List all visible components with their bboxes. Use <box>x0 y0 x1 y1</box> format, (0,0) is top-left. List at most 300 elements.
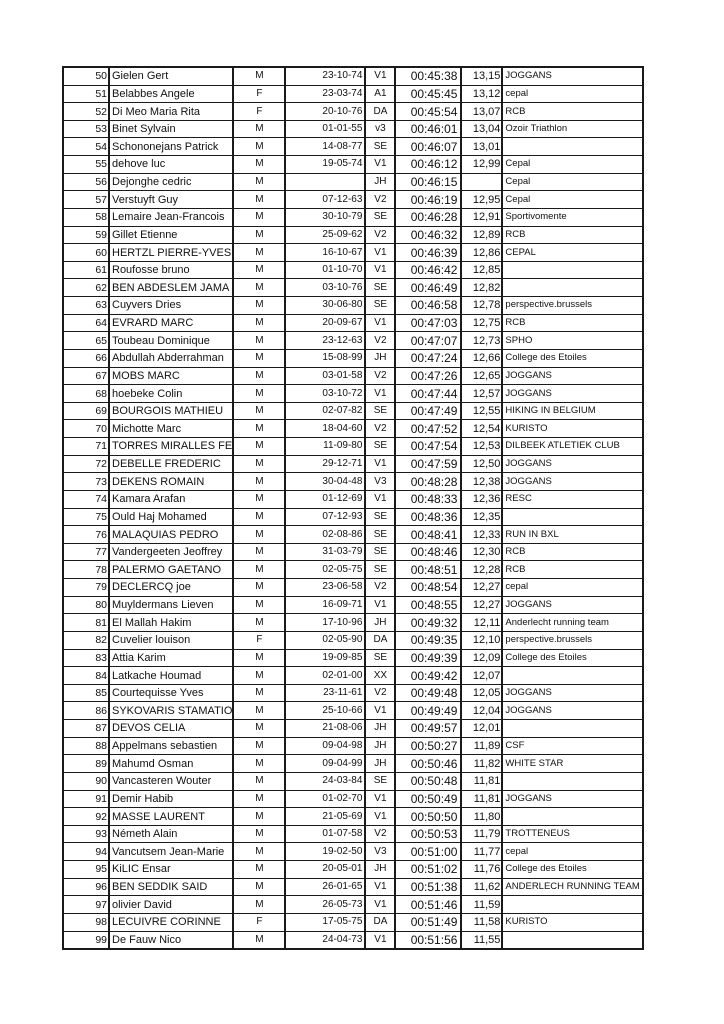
birthdate-cell: 24-04-73 <box>285 931 365 949</box>
birthdate-cell: 02-08-86 <box>285 526 365 544</box>
rank-cell: 63 <box>63 297 109 315</box>
speed-cell: 12,57 <box>461 385 502 403</box>
sex-cell: F <box>233 85 285 103</box>
speed-cell: 11,76 <box>461 861 502 879</box>
speed-cell: 12,28 <box>461 561 502 579</box>
speed-cell: 12,05 <box>461 684 502 702</box>
name-cell: Roufosse bruno <box>109 261 233 279</box>
club-cell: KURISTO <box>502 913 643 931</box>
speed-cell: 12,73 <box>461 332 502 350</box>
rank-cell: 90 <box>63 772 109 790</box>
rank-cell: 51 <box>63 85 109 103</box>
sex-cell: M <box>233 526 285 544</box>
rank-cell: 75 <box>63 508 109 526</box>
club-cell: Sportivomente <box>502 208 643 226</box>
name-cell: El Mallah Hakim <box>109 614 233 632</box>
speed-cell: 12,30 <box>461 543 502 561</box>
club-cell: Anderlecht running team <box>502 614 643 632</box>
birthdate-cell: 14-08-77 <box>285 138 365 156</box>
table-row <box>63 156 643 174</box>
birthdate-cell: 11-09-80 <box>285 438 365 456</box>
rank-cell: 82 <box>63 631 109 649</box>
sex-cell: M <box>233 473 285 491</box>
time-cell: 00:47:26 <box>395 367 461 385</box>
speed-cell: 11,81 <box>461 772 502 790</box>
name-cell: Courtequisse Yves <box>109 684 233 702</box>
sex-cell: M <box>233 297 285 315</box>
category-cell: V1 <box>365 67 395 85</box>
rank-cell: 70 <box>63 420 109 438</box>
name-cell: Di Meo Maria Rita <box>109 103 233 121</box>
sex-cell: M <box>233 120 285 138</box>
club-cell: cepal <box>502 843 643 861</box>
name-cell: Lemaire Jean-Francois <box>109 208 233 226</box>
table-row <box>63 438 643 456</box>
time-cell: 00:49:48 <box>395 684 461 702</box>
name-cell: Ould Haj Mohamed <box>109 508 233 526</box>
time-cell: 00:51:00 <box>395 843 461 861</box>
table-row <box>63 755 643 773</box>
category-cell: SE <box>365 543 395 561</box>
club-cell: Cepal <box>502 173 643 191</box>
table-row <box>63 279 643 297</box>
time-cell: 00:50:53 <box>395 825 461 843</box>
speed-cell: 12,85 <box>461 261 502 279</box>
table-row <box>63 684 643 702</box>
club-cell: JOGGANS <box>502 473 643 491</box>
table-row <box>63 173 643 191</box>
birthdate-cell: 19-09-85 <box>285 649 365 667</box>
table-row <box>63 420 643 438</box>
rank-cell: 68 <box>63 385 109 403</box>
name-cell: PALERMO GAETANO <box>109 561 233 579</box>
birthdate-cell: 23-03-74 <box>285 85 365 103</box>
category-cell: V2 <box>365 367 395 385</box>
speed-cell: 11,89 <box>461 737 502 755</box>
category-cell: JH <box>365 614 395 632</box>
name-cell: olivier David <box>109 896 233 914</box>
speed-cell: 12,78 <box>461 297 502 315</box>
table-row <box>63 508 643 526</box>
sex-cell: M <box>233 402 285 420</box>
table-row <box>63 226 643 244</box>
time-cell: 00:51:56 <box>395 931 461 949</box>
rank-cell: 88 <box>63 737 109 755</box>
name-cell: Abdullah Abderrahman <box>109 349 233 367</box>
name-cell: SYKOVARIS STAMATIO <box>109 702 233 720</box>
rank-cell: 50 <box>63 67 109 85</box>
time-cell: 00:47:49 <box>395 402 461 420</box>
name-cell: TORRES MIRALLES FE <box>109 438 233 456</box>
speed-cell: 12,65 <box>461 367 502 385</box>
table-row <box>63 314 643 332</box>
club-cell: KURISTO <box>502 420 643 438</box>
table-row <box>63 490 643 508</box>
category-cell: SE <box>365 561 395 579</box>
category-cell: V2 <box>365 191 395 209</box>
time-cell: 00:50:48 <box>395 772 461 790</box>
category-cell: V2 <box>365 420 395 438</box>
time-cell: 00:51:49 <box>395 913 461 931</box>
club-cell: RCB <box>502 561 643 579</box>
category-cell: JH <box>365 349 395 367</box>
sex-cell: M <box>233 367 285 385</box>
rank-cell: 61 <box>63 261 109 279</box>
rank-cell: 77 <box>63 543 109 561</box>
rank-cell: 54 <box>63 138 109 156</box>
speed-cell: 12,50 <box>461 455 502 473</box>
sex-cell: M <box>233 455 285 473</box>
rank-cell: 79 <box>63 579 109 597</box>
time-cell: 00:46:15 <box>395 173 461 191</box>
time-cell: 00:49:49 <box>395 702 461 720</box>
rank-cell: 93 <box>63 825 109 843</box>
speed-cell: 12,95 <box>461 191 502 209</box>
club-cell: RUN IN BXL <box>502 526 643 544</box>
rank-cell: 71 <box>63 438 109 456</box>
name-cell: Attia Karim <box>109 649 233 667</box>
sex-cell: M <box>233 208 285 226</box>
birthdate-cell: 09-04-98 <box>285 737 365 755</box>
speed-cell: 12,10 <box>461 631 502 649</box>
name-cell: Belabbes Angele <box>109 85 233 103</box>
club-cell: ANDERLECH RUNNING TEAM <box>502 878 643 896</box>
name-cell: Cuyvers Dries <box>109 297 233 315</box>
sex-cell: M <box>233 755 285 773</box>
rank-cell: 76 <box>63 526 109 544</box>
category-cell: V1 <box>365 244 395 262</box>
speed-cell: 12,82 <box>461 279 502 297</box>
sex-cell: M <box>233 720 285 738</box>
name-cell: KiLIC Ensar <box>109 861 233 879</box>
time-cell: 00:49:35 <box>395 631 461 649</box>
time-cell: 00:46:39 <box>395 244 461 262</box>
table-row <box>63 649 643 667</box>
sex-cell: M <box>233 244 285 262</box>
category-cell: V1 <box>365 261 395 279</box>
sex-cell: M <box>233 878 285 896</box>
club-cell: JOGGANS <box>502 455 643 473</box>
category-cell: V3 <box>365 843 395 861</box>
speed-cell <box>461 173 502 191</box>
speed-cell: 13,12 <box>461 85 502 103</box>
club-cell: RCB <box>502 314 643 332</box>
sex-cell: M <box>233 332 285 350</box>
speed-cell: 12,38 <box>461 473 502 491</box>
birthdate-cell: 03-10-76 <box>285 279 365 297</box>
time-cell: 00:48:33 <box>395 490 461 508</box>
birthdate-cell: 17-05-75 <box>285 913 365 931</box>
birthdate-cell: 02-01-00 <box>285 667 365 685</box>
category-cell: DA <box>365 913 395 931</box>
category-cell: V2 <box>365 825 395 843</box>
birthdate-cell: 23-10-74 <box>285 67 365 85</box>
speed-cell: 12,01 <box>461 720 502 738</box>
time-cell: 00:47:59 <box>395 455 461 473</box>
club-cell: RCB <box>502 103 643 121</box>
table-row <box>63 861 643 879</box>
category-cell: JH <box>365 720 395 738</box>
birthdate-cell: 26-01-65 <box>285 878 365 896</box>
speed-cell: 11,62 <box>461 878 502 896</box>
category-cell: SE <box>365 297 395 315</box>
table-row <box>63 913 643 931</box>
rank-cell: 91 <box>63 790 109 808</box>
rank-cell: 74 <box>63 490 109 508</box>
table-row <box>63 402 643 420</box>
table-row <box>63 385 643 403</box>
category-cell: SE <box>365 208 395 226</box>
sex-cell: M <box>233 156 285 174</box>
rank-cell: 52 <box>63 103 109 121</box>
table-row <box>63 808 643 826</box>
rank-cell: 56 <box>63 173 109 191</box>
table-row <box>63 878 643 896</box>
birthdate-cell: 15-08-99 <box>285 349 365 367</box>
rank-cell: 57 <box>63 191 109 209</box>
speed-cell: 12,33 <box>461 526 502 544</box>
table-row <box>63 332 643 350</box>
name-cell: Demir Habib <box>109 790 233 808</box>
club-cell: Cepal <box>502 156 643 174</box>
speed-cell: 12,99 <box>461 156 502 174</box>
time-cell: 00:50:50 <box>395 808 461 826</box>
sex-cell: M <box>233 790 285 808</box>
time-cell: 00:47:44 <box>395 385 461 403</box>
name-cell: MALAQUIAS PEDRO <box>109 526 233 544</box>
table-row <box>63 667 643 685</box>
table-row <box>63 208 643 226</box>
sex-cell: M <box>233 843 285 861</box>
club-cell <box>502 720 643 738</box>
rank-cell: 97 <box>63 896 109 914</box>
speed-cell: 13,01 <box>461 138 502 156</box>
time-cell: 00:46:58 <box>395 297 461 315</box>
club-cell: RESC <box>502 490 643 508</box>
table-row <box>63 702 643 720</box>
name-cell: Kamara Arafan <box>109 490 233 508</box>
birthdate-cell: 24-03-84 <box>285 772 365 790</box>
category-cell: V2 <box>365 332 395 350</box>
club-cell <box>502 508 643 526</box>
club-cell <box>502 261 643 279</box>
speed-cell: 12,54 <box>461 420 502 438</box>
category-cell: V1 <box>365 931 395 949</box>
club-cell <box>502 667 643 685</box>
club-cell <box>502 279 643 297</box>
club-cell <box>502 896 643 914</box>
name-cell: Gielen Gert <box>109 67 233 85</box>
rank-cell: 94 <box>63 843 109 861</box>
sex-cell: M <box>233 261 285 279</box>
table-row <box>63 720 643 738</box>
speed-cell: 12,75 <box>461 314 502 332</box>
name-cell: Latkache Houmad <box>109 667 233 685</box>
speed-cell: 11,82 <box>461 755 502 773</box>
birthdate-cell: 26-05-73 <box>285 896 365 914</box>
name-cell: Verstuyft Guy <box>109 191 233 209</box>
name-cell: LECUIVRE CORINNE <box>109 913 233 931</box>
table-row <box>63 349 643 367</box>
category-cell: V1 <box>365 385 395 403</box>
table-row <box>63 843 643 861</box>
name-cell: Binet Sylvain <box>109 120 233 138</box>
category-cell: SE <box>365 402 395 420</box>
rank-cell: 92 <box>63 808 109 826</box>
club-cell: perspective.brussels <box>502 631 643 649</box>
time-cell: 00:50:46 <box>395 755 461 773</box>
category-cell: SE <box>365 438 395 456</box>
time-cell: 00:46:42 <box>395 261 461 279</box>
sex-cell: M <box>233 490 285 508</box>
rank-cell: 73 <box>63 473 109 491</box>
table-row <box>63 790 643 808</box>
club-cell: JOGGANS <box>502 67 643 85</box>
category-cell: XX <box>365 667 395 685</box>
rank-cell: 86 <box>63 702 109 720</box>
sex-cell: M <box>233 191 285 209</box>
birthdate-cell <box>285 173 365 191</box>
club-cell: JOGGANS <box>502 790 643 808</box>
category-cell: DA <box>365 103 395 121</box>
table-row <box>63 579 643 597</box>
rank-cell: 55 <box>63 156 109 174</box>
birthdate-cell: 02-07-82 <box>285 402 365 420</box>
birthdate-cell: 02-05-75 <box>285 561 365 579</box>
name-cell: MOBS MARC <box>109 367 233 385</box>
birthdate-cell: 25-09-62 <box>285 226 365 244</box>
sex-cell: M <box>233 596 285 614</box>
speed-cell: 12,07 <box>461 667 502 685</box>
table-row <box>63 455 643 473</box>
name-cell: DEBELLE FREDERIC <box>109 455 233 473</box>
club-cell: CEPAL <box>502 244 643 262</box>
table-row <box>63 896 643 914</box>
speed-cell: 13,04 <box>461 120 502 138</box>
sex-cell: M <box>233 772 285 790</box>
speed-cell: 11,58 <box>461 913 502 931</box>
table-row <box>63 631 643 649</box>
category-cell: V1 <box>365 490 395 508</box>
category-cell: JH <box>365 173 395 191</box>
name-cell: Muyldermans Lieven <box>109 596 233 614</box>
table-row <box>63 772 643 790</box>
sex-cell: M <box>233 420 285 438</box>
time-cell: 00:46:32 <box>395 226 461 244</box>
birthdate-cell: 21-08-06 <box>285 720 365 738</box>
birthdate-cell: 29-12-71 <box>285 455 365 473</box>
club-cell: Cepal <box>502 191 643 209</box>
birthdate-cell: 07-12-93 <box>285 508 365 526</box>
sex-cell: M <box>233 138 285 156</box>
sex-cell: M <box>233 508 285 526</box>
table-row <box>63 103 643 121</box>
name-cell: Vancutsem Jean-Marie <box>109 843 233 861</box>
rank-cell: 80 <box>63 596 109 614</box>
category-cell: SE <box>365 772 395 790</box>
time-cell: 00:50:49 <box>395 790 461 808</box>
birthdate-cell: 01-07-58 <box>285 825 365 843</box>
sex-cell: M <box>233 667 285 685</box>
table-row <box>63 191 643 209</box>
category-cell: JH <box>365 755 395 773</box>
birthdate-cell: 20-10-76 <box>285 103 365 121</box>
birthdate-cell: 03-01-58 <box>285 367 365 385</box>
club-cell: perspective.brussels <box>502 297 643 315</box>
club-cell <box>502 138 643 156</box>
rank-cell: 83 <box>63 649 109 667</box>
rank-cell: 87 <box>63 720 109 738</box>
name-cell: Dejonghe cedric <box>109 173 233 191</box>
rank-cell: 85 <box>63 684 109 702</box>
speed-cell: 11,81 <box>461 790 502 808</box>
club-cell: RCB <box>502 226 643 244</box>
category-cell: SE <box>365 279 395 297</box>
time-cell: 00:45:45 <box>395 85 461 103</box>
sex-cell: M <box>233 579 285 597</box>
sex-cell: M <box>233 438 285 456</box>
speed-cell: 12,11 <box>461 614 502 632</box>
name-cell: DEVOS CELIA <box>109 720 233 738</box>
speed-cell: 12,89 <box>461 226 502 244</box>
table-row <box>63 244 643 262</box>
table-row <box>63 737 643 755</box>
sex-cell: M <box>233 543 285 561</box>
club-cell: DILBEEK ATLETIEK CLUB <box>502 438 643 456</box>
sex-cell: M <box>233 561 285 579</box>
rank-cell: 98 <box>63 913 109 931</box>
time-cell: 00:45:38 <box>395 67 461 85</box>
name-cell: Mahumd Osman <box>109 755 233 773</box>
speed-cell: 11,79 <box>461 825 502 843</box>
club-cell: RCB <box>502 543 643 561</box>
sex-cell: M <box>233 825 285 843</box>
category-cell: V1 <box>365 790 395 808</box>
name-cell: dehove luc <box>109 156 233 174</box>
category-cell: SE <box>365 138 395 156</box>
birthdate-cell: 30-04-48 <box>285 473 365 491</box>
category-cell: V2 <box>365 579 395 597</box>
category-cell: V1 <box>365 878 395 896</box>
speed-cell: 11,55 <box>461 931 502 949</box>
speed-cell: 11,59 <box>461 896 502 914</box>
rank-cell: 84 <box>63 667 109 685</box>
sex-cell: M <box>233 702 285 720</box>
club-cell: SPHO <box>502 332 643 350</box>
club-cell: WHITE STAR <box>502 755 643 773</box>
club-cell: College des Etoiles <box>502 649 643 667</box>
speed-cell: 12,66 <box>461 349 502 367</box>
rank-cell: 89 <box>63 755 109 773</box>
name-cell: Michotte Marc <box>109 420 233 438</box>
birthdate-cell: 19-05-74 <box>285 156 365 174</box>
sex-cell: M <box>233 385 285 403</box>
sex-cell: M <box>233 861 285 879</box>
category-cell: SE <box>365 508 395 526</box>
name-cell: DEKENS ROMAIN <box>109 473 233 491</box>
birthdate-cell: 19-02-50 <box>285 843 365 861</box>
speed-cell: 12,55 <box>461 402 502 420</box>
rank-cell: 72 <box>63 455 109 473</box>
club-cell: CSF <box>502 737 643 755</box>
sex-cell: F <box>233 103 285 121</box>
time-cell: 00:48:46 <box>395 543 461 561</box>
rank-cell: 59 <box>63 226 109 244</box>
time-cell: 00:50:27 <box>395 737 461 755</box>
name-cell: Vancasteren Wouter <box>109 772 233 790</box>
rank-cell: 62 <box>63 279 109 297</box>
results-body <box>63 67 643 949</box>
